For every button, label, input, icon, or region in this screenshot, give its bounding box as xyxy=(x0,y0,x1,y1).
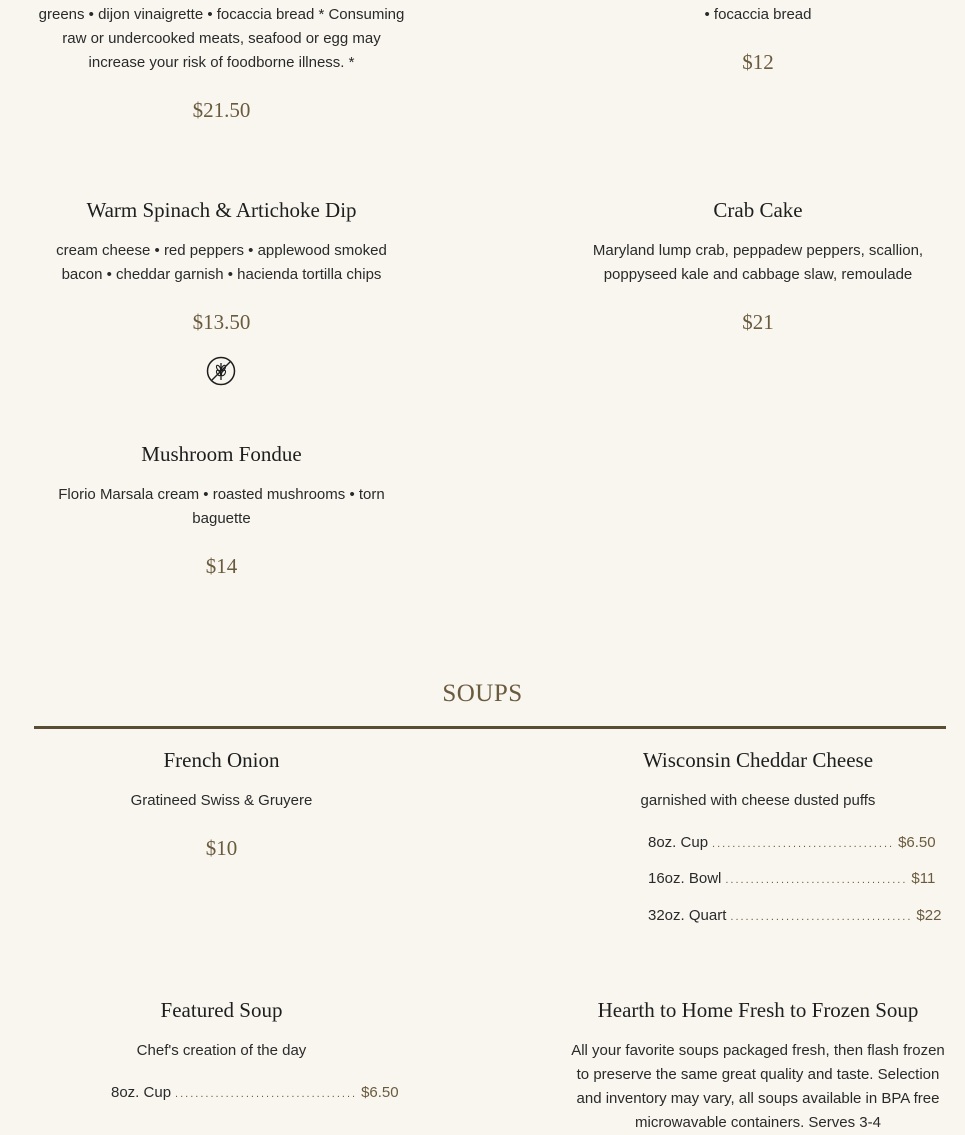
item-title: Crab Cake xyxy=(713,198,803,222)
size-label: 8oz. Cup xyxy=(648,834,709,851)
item-title: Warm Spinach & Artichoke Dip xyxy=(86,198,357,222)
item-description xyxy=(552,3,964,27)
desc-line: Maryland lump crab, peppadew peppers, scallion, xyxy=(592,242,924,259)
item-description xyxy=(34,483,409,531)
size-label: 8oz. Cup xyxy=(111,1084,172,1101)
size-option-row xyxy=(648,907,942,924)
leader-dots: .................................... xyxy=(175,1088,358,1100)
item-price: $10 xyxy=(205,836,238,860)
item-title: Hearth to Home Fresh to Frozen Soup xyxy=(597,998,919,1022)
desc-line: poppyseed kale and cabbage slaw, remoulade xyxy=(603,266,913,283)
size-label: 32oz. Quart xyxy=(648,907,727,924)
item-description xyxy=(34,789,409,813)
item-price: $13.50 xyxy=(192,310,251,334)
desc-line: All your favorite soups packaged fresh, then flash frozen xyxy=(571,1042,945,1059)
desc-line: cream cheese • red peppers • applewood smoked xyxy=(56,242,387,259)
item-title: French Onion xyxy=(163,748,280,772)
desc-line: microwavable containers. Serves 3-4 xyxy=(635,1114,881,1131)
size-price: $6.50 xyxy=(361,1084,399,1101)
leader-dots: .................................... xyxy=(730,911,913,923)
item-description xyxy=(552,239,964,287)
section-divider xyxy=(34,726,946,729)
desc-line: garnished with cheese dusted puffs xyxy=(640,792,876,809)
size-label: 16oz. Bowl xyxy=(648,870,722,887)
desc-line: and inventory may vary, all soups available in BPA free xyxy=(576,1090,940,1107)
size-price: $22 xyxy=(916,907,942,924)
section-heading-soups: SOUPS xyxy=(442,680,523,707)
leader-dots: .................................... xyxy=(712,838,895,850)
desc-line: to preserve the same great quality and taste. Selection xyxy=(576,1066,940,1083)
desc-line: raw or undercooked meats, seafood or egg may xyxy=(62,30,381,47)
desc-line: increase your risk of foodborne illness. * xyxy=(88,54,355,71)
item-description xyxy=(34,3,409,75)
item-price: $21.50 xyxy=(192,98,251,122)
size-option-row xyxy=(648,870,936,887)
size-option-row xyxy=(111,1084,399,1101)
item-description xyxy=(552,789,964,813)
size-price: $11 xyxy=(911,870,936,887)
item-price: $14 xyxy=(205,554,238,578)
desc-line: greens • dijon vinaigrette • focaccia bread * Consuming xyxy=(38,6,405,23)
item-description xyxy=(34,1039,409,1063)
desc-line: Florio Marsala cream • roasted mushrooms • torn xyxy=(58,486,385,503)
desc-line: • focaccia bread xyxy=(704,6,812,23)
desc-line: baguette xyxy=(192,510,251,527)
item-title: Featured Soup xyxy=(160,998,283,1022)
leader-dots: .................................... xyxy=(725,874,908,886)
desc-line: bacon • cheddar garnish • hacienda tortilla chips xyxy=(61,266,382,283)
item-price: $21 xyxy=(742,310,774,334)
desc-line: Chef's creation of the day xyxy=(136,1042,307,1059)
item-description xyxy=(34,239,409,287)
item-title: Wisconsin Cheddar Cheese xyxy=(642,748,874,772)
size-option-row xyxy=(648,834,936,851)
item-title: Mushroom Fondue xyxy=(141,442,302,466)
gluten-free-wheat-icon xyxy=(206,356,236,386)
desc-line: Gratineed Swiss & Gruyere xyxy=(130,792,313,809)
item-price: $12 xyxy=(742,50,774,74)
size-price: $6.50 xyxy=(898,834,936,851)
item-description xyxy=(552,1039,964,1135)
